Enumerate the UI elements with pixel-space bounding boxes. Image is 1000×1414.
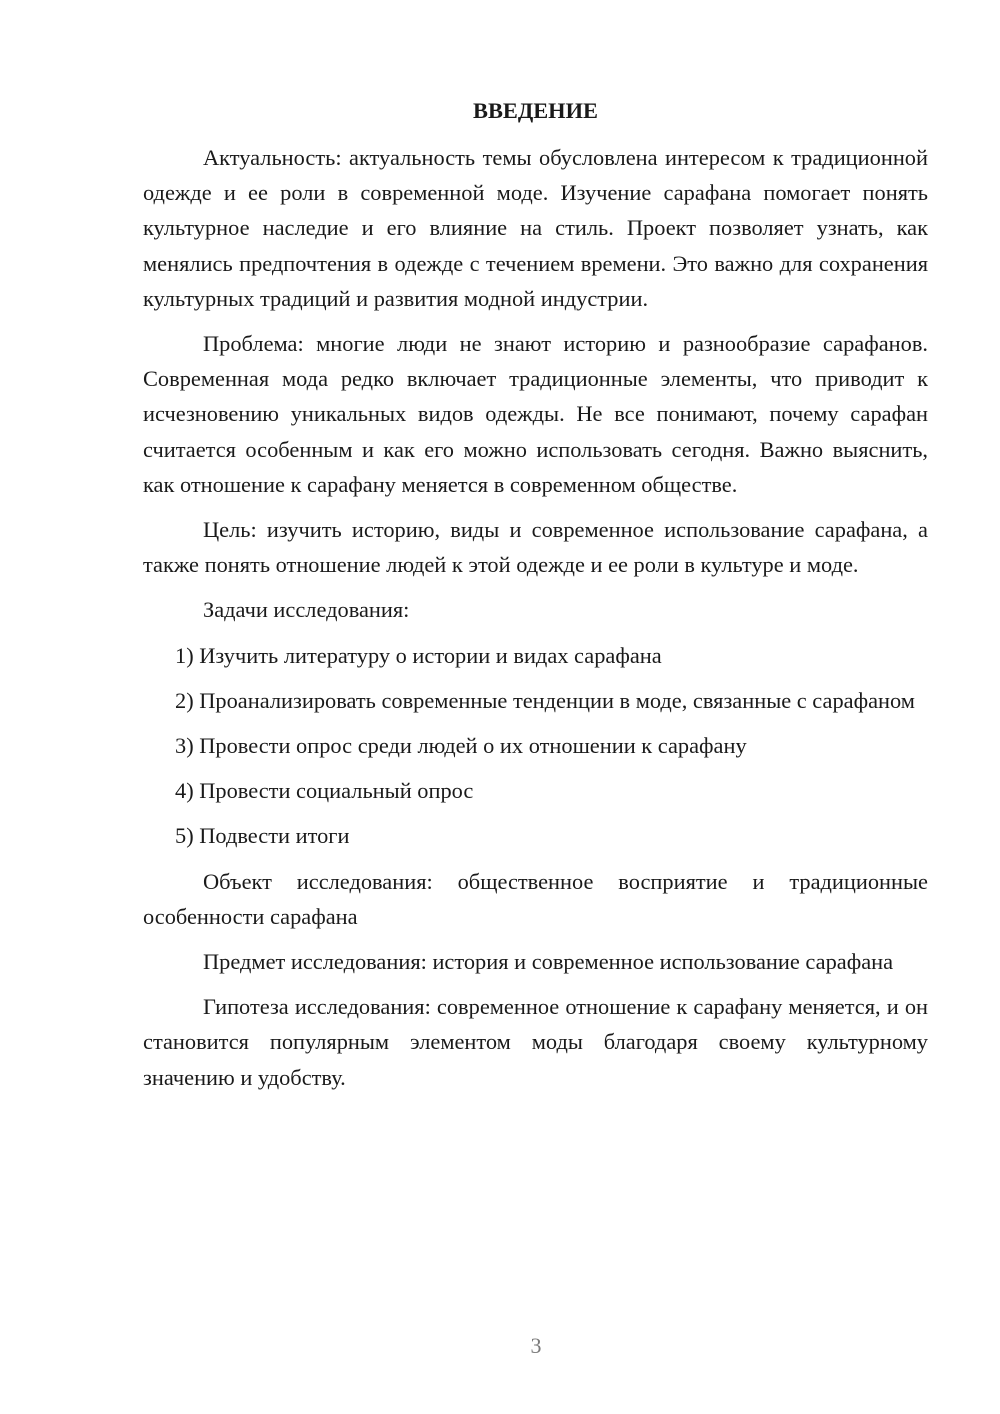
task-item-4: 4) Провести социальный опрос — [175, 778, 474, 804]
task-item-3: 3) Провести опрос среди людей о их отношении к сарафану — [175, 733, 747, 759]
paragraph-goal: Цель: изучить историю, виды и современное использование сарафана, а также понять отношение людей к этой одежде и ее роли в культуре и моде. — [143, 517, 928, 578]
paragraph-tasks-heading: Задачи исследования: — [203, 597, 410, 623]
task-item-2: 2) Проанализировать современные тенденции в моде, связанные с сарафаном — [175, 687, 915, 713]
task-item-1: 1) Изучить литературу о истории и видах сарафана — [175, 642, 662, 668]
paragraph-problem: Проблема: многие люди не знают историю и разнообразие сарафанов. Современная мода редко включает традиционные элементы, что приводит к исчезновению уникальных видов одежды. Не все понимают, почему сарафан считается особенным и как его можно использовать сегодня. Важно выяснить, как отношение к сарафану меняется в современном обществе. — [143, 331, 928, 497]
paragraph-subject: Предмет исследования: история и современное использование сарафана — [203, 949, 894, 975]
page-number: 3 — [530, 1333, 542, 1358]
section-title: ВВЕДЕНИЕ — [473, 98, 598, 123]
page-content — [143, 93, 928, 1095]
paragraph-relevance: Актуальность: актуальность темы обусловлена интересом к традиционной одежде и ее роли в современной моде. Изучение сарафана помогает понять культурное наследие и его влияние на стиль. Проект позволяет узнать, как менялись предпочтения в одежде с течением времени. Это важно для сохранения культурных традиций и развития модной индустрии. — [143, 145, 928, 311]
paragraph-hypothesis: Гипотеза исследования: современное отношение к сарафану меняется, и он становится популярным элементом моды благодаря своему культурному значению и удобству. — [143, 994, 928, 1090]
paragraph-object: Объект исследования: общественное восприятие и традиционные особенности сарафана — [143, 868, 928, 929]
task-item-5: 5) Подвести итоги — [175, 823, 350, 849]
